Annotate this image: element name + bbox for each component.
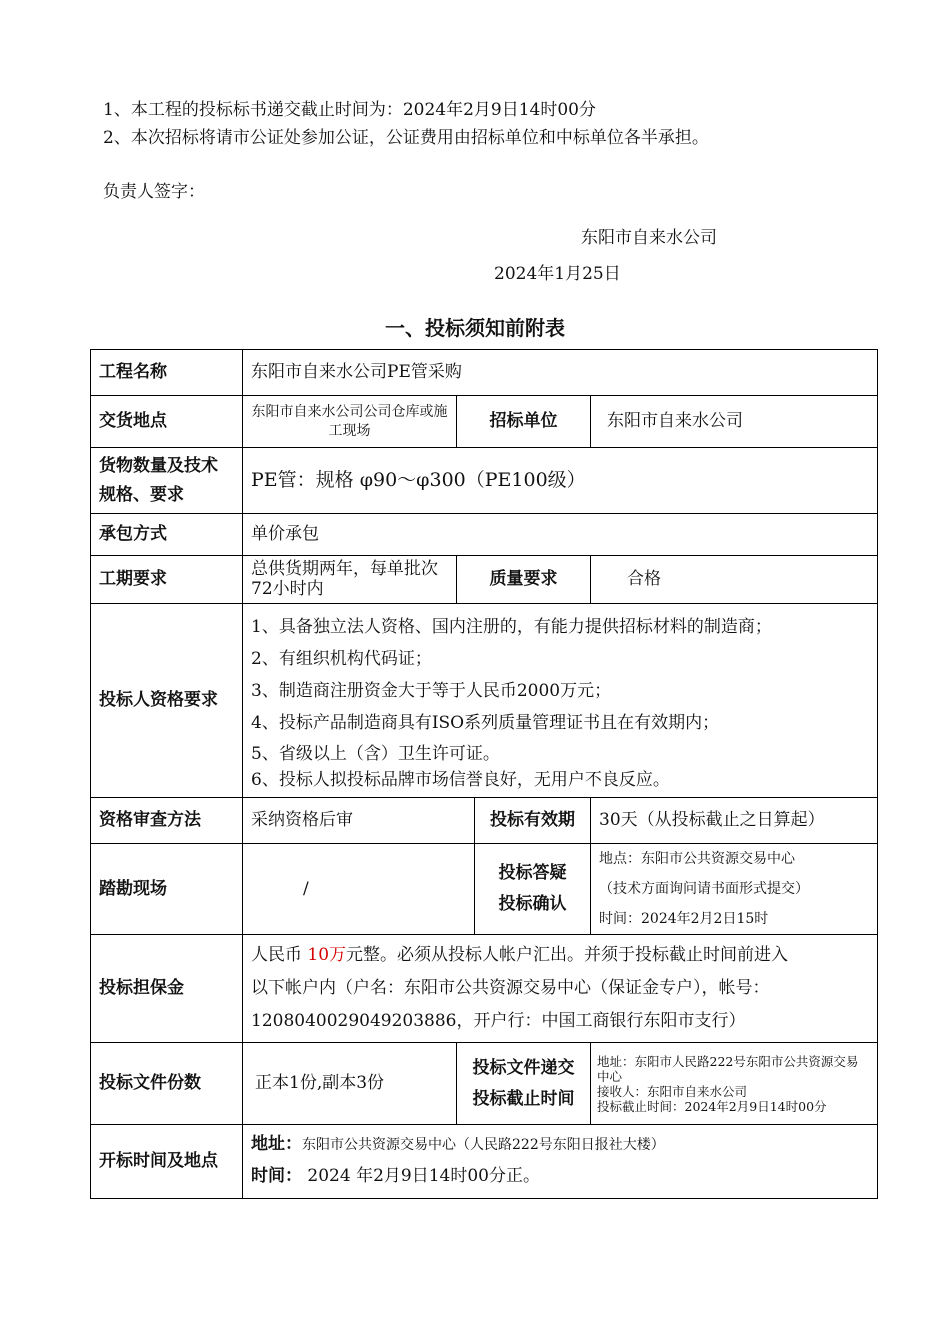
row-bond: [91, 935, 878, 1043]
submit-line-3: 投标截止时间：2024年2月9日14时00分: [597, 1098, 827, 1114]
opening-time-line: [251, 1159, 869, 1193]
site-value: /: [243, 844, 475, 935]
goods-label: [91, 448, 243, 514]
note-line-2: 2、本次招标将请市公证处参加公证，公证费用由招标单位和中标单位各半承担。: [103, 128, 709, 148]
tender-unit-label: 招标单位: [457, 396, 591, 448]
submit-line-2: 接收人：东阳市自来水公司: [597, 1083, 748, 1099]
copies-label: 投标文件份数: [91, 1043, 243, 1125]
bond-amount: 10万: [307, 945, 347, 965]
validity-value: 30天（从投标截止之日算起）: [591, 798, 878, 844]
opening-time: 2024 年2月9日14时00分正。: [302, 1166, 540, 1186]
qualification-item: 5、省级以上（含）卫生许可证。: [251, 743, 500, 764]
goods-value: PE管：规格 φ90～φ300（PE100级）: [243, 448, 878, 514]
qa-line-3: 时间：2024年2月2日15时: [599, 911, 769, 927]
row-delivery: [91, 396, 878, 448]
delivery-value: 东阳市自来水公司公司仓库或施工现场: [243, 396, 457, 448]
bond-prefix: 人民币: [251, 945, 308, 965]
qualification-item: 2、有组织机构代码证；: [251, 648, 432, 669]
qualification-item: 3、制造商注册资金大于等于人民币2000万元；: [251, 680, 612, 701]
row-review: [91, 798, 878, 844]
copies-value: 正本1份,副本3份: [243, 1043, 457, 1125]
contract-label: 承包方式: [91, 514, 243, 556]
quality-label: 质量要求: [457, 556, 591, 604]
validity-label: 投标有效期: [475, 798, 591, 844]
qa-label-line-1: 投标答疑: [498, 863, 567, 884]
qualification-list: [243, 604, 878, 798]
review-value: 采纳资格后审: [243, 798, 475, 844]
row-goods: [91, 448, 878, 514]
row-period: [91, 556, 878, 604]
row-contract: [91, 514, 878, 556]
opening-value: [243, 1125, 878, 1199]
row-site: [91, 844, 878, 935]
contract-value: 单价承包: [243, 514, 878, 556]
opening-address-label: 地址：: [251, 1134, 302, 1154]
signature-company: 东阳市自来水公司: [581, 228, 717, 248]
goods-label-line-2: 规格、要求: [99, 484, 184, 505]
qualification-item: 6、投标人拟投标品牌市场信誉良好，无用户不良反应。: [251, 769, 670, 790]
bid-instructions-table: [90, 349, 878, 1199]
qualification-label: 投标人资格要求: [91, 604, 243, 798]
qa-label: [475, 844, 591, 935]
submit-value: [591, 1043, 878, 1125]
qa-value: [591, 844, 878, 935]
submit-line-1: 地址：东阳市人民路222号东阳市公共资源交易中心: [597, 1053, 859, 1084]
site-label: 踏勘现场: [91, 844, 243, 935]
section-title: 一、投标须知前附表: [385, 316, 565, 340]
opening-label: 开标时间及地点: [91, 1125, 243, 1199]
row-opening: [91, 1125, 878, 1199]
opening-time-label: 时间：: [251, 1166, 302, 1186]
qa-line-2: （技术方面询问请书面形式提交）: [599, 881, 809, 897]
project-name-label: 工程名称: [91, 350, 243, 396]
qa-line-1: 地点：东阳市公共资源交易中心: [599, 851, 795, 867]
period-label: 工期要求: [91, 556, 243, 604]
bond-line-2: 以下帐户内（户名：东阳市公共资源交易中心（保证金专户），帐号：: [251, 978, 770, 998]
qa-label-line-2: 投标确认: [498, 894, 567, 914]
row-project-name: [91, 350, 878, 396]
opening-address-line: [251, 1130, 869, 1159]
bond-line-1: [251, 939, 869, 972]
bond-line-3: 1208040029049203886，开户行：中国工商银行东阳市支行）: [251, 1011, 746, 1031]
note-line-1: 1、本工程的投标标书递交截止时间为：2024年2月9日14时00分: [103, 100, 596, 120]
qualification-item: 4、投标产品制造商具有ISO系列质量管理证书且在有效期内；: [251, 712, 720, 733]
signature-date: 2024年1月25日: [494, 264, 621, 284]
quality-value: 合格: [591, 556, 878, 604]
review-label: 资格审查方法: [91, 798, 243, 844]
period-value: 总供货期两年，每单批次72小时内: [243, 556, 457, 604]
delivery-label: 交货地点: [91, 396, 243, 448]
qualification-item: 1、具备独立法人资格、国内注册的，有能力提供招标材料的制造商；: [251, 616, 772, 637]
bond-label: 投标担保金: [91, 935, 243, 1043]
tender-unit-value: 东阳市自来水公司: [591, 396, 878, 448]
row-copies: [91, 1043, 878, 1125]
submit-label-line-2: 投标截止时间: [472, 1088, 575, 1109]
submit-label-line-1: 投标文件递交: [472, 1057, 575, 1078]
row-qualification: [91, 604, 878, 798]
project-name-value: 东阳市自来水公司PE管采购: [243, 350, 878, 396]
signature-label: 负责人签字：: [103, 182, 205, 202]
opening-address: 东阳市公共资源交易中心（人民路222号东阳日报社大楼）: [302, 1137, 665, 1153]
goods-label-line-1: 货物数量及技术: [99, 455, 218, 476]
submit-label: [457, 1043, 591, 1125]
bond-value: [243, 935, 878, 1043]
bond-text-1: 元整。必须从投标人帐户汇出。并须于投标截止时间前进入: [346, 945, 789, 965]
